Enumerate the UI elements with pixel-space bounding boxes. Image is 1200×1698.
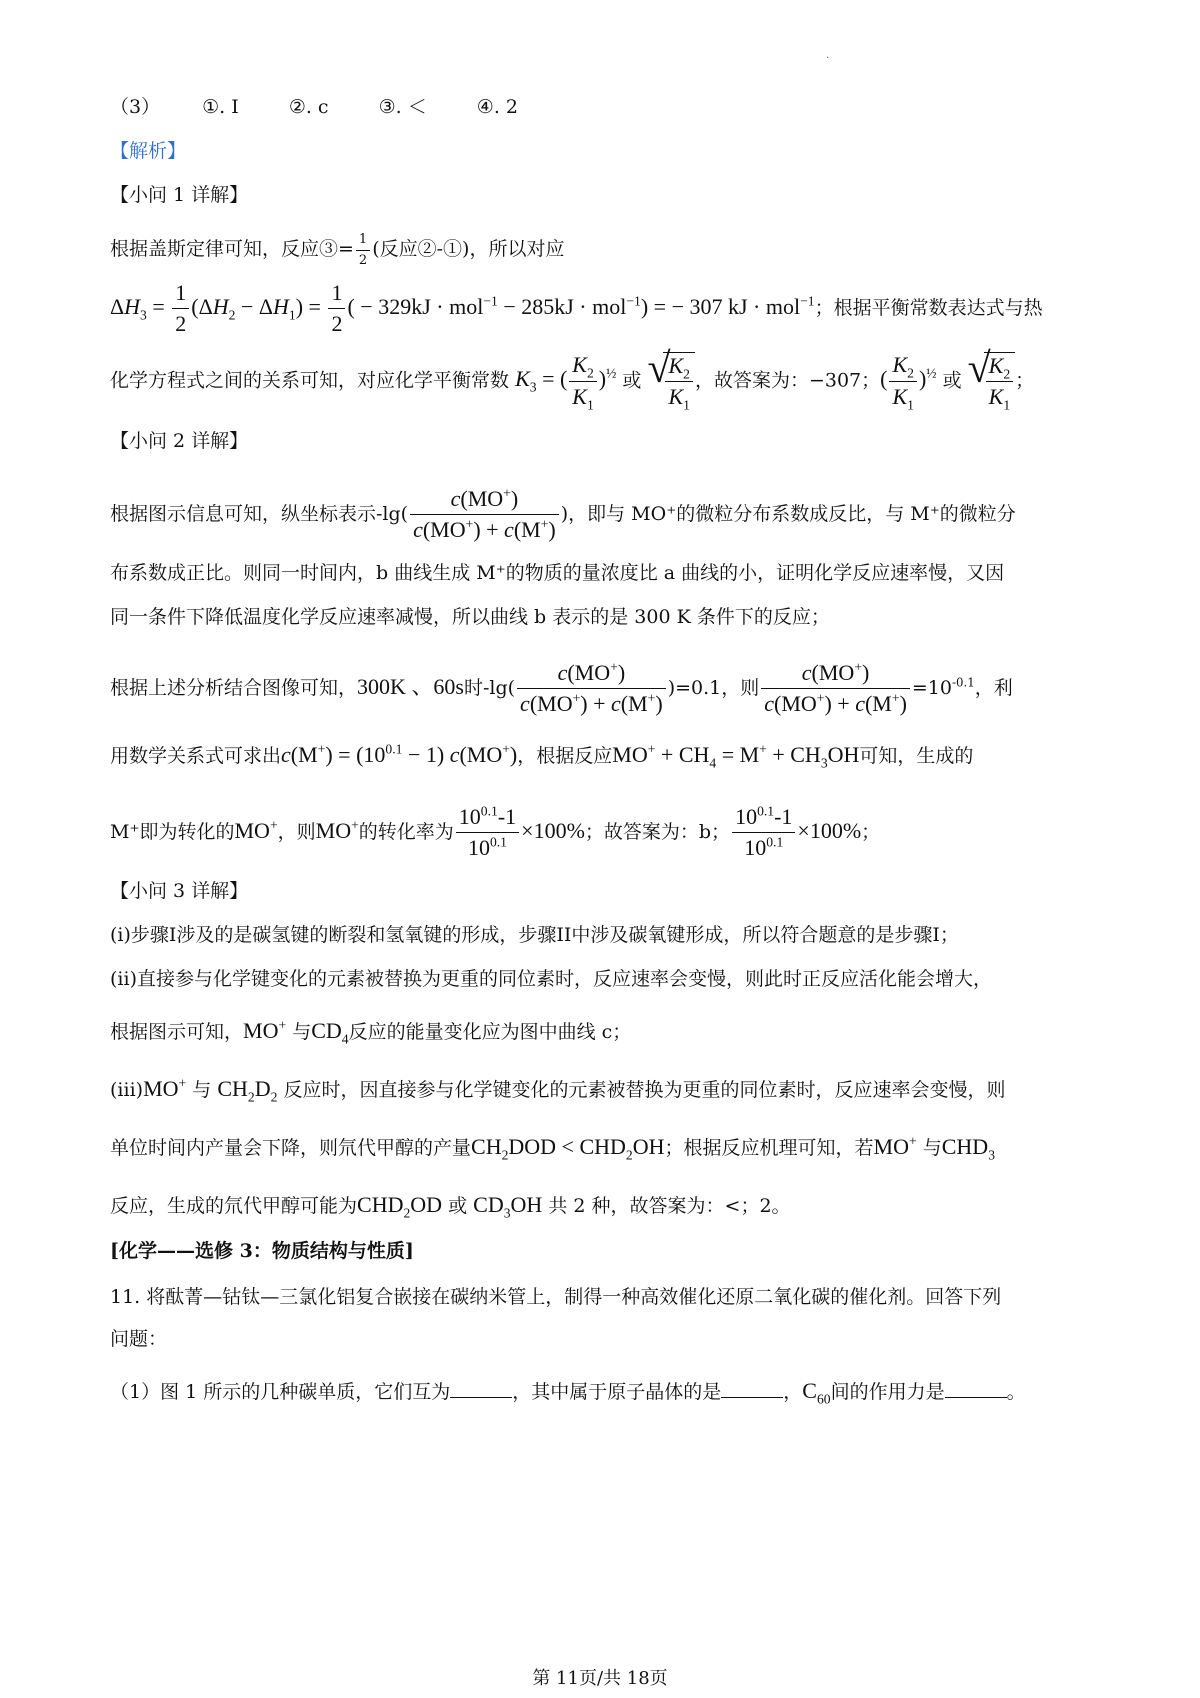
mo-fraction: $\frac{c(MO^+)}{c(MO^+) + c(M^+)}$ bbox=[410, 486, 559, 544]
q11-line-1: 11. 将酞菁—钴钛—三氯化铝复合嵌接在碳纳米管上，制得一种高效催化还原二氧化碳的催化剂。回答下列 bbox=[110, 1286, 1002, 1308]
q3-line-6: 反应，生成的氘代甲醇可能为$CHD_2OD$ 或 $CD_3OH$ 共 2 种，故答案为：<；2。 bbox=[110, 1192, 791, 1221]
q1-line-1: 根据盖斯定律可知，反应③= $\frac{1}{2}$ (反应②-①)，所以对应 bbox=[110, 232, 565, 268]
answer-blank-3[interactable] bbox=[945, 1379, 1007, 1398]
q2-heading: 【小问 2 详解】 bbox=[110, 430, 249, 452]
jiexi-label: 【解析】 bbox=[110, 140, 187, 162]
q2-line-3: 同一条件下降低温度化学反应速率减慢，所以曲线 b 表示的是 300 K 条件下的反应； bbox=[110, 606, 830, 628]
q2-line-1: 根据图示信息可知，纵坐标表示-lg( $\frac{c(MO^+)}{c(MO^+) + c(M^+)}$ )，即与 MO⁺的微粒分布系数成反比，与 M⁺的微粒分 bbox=[110, 485, 1016, 543]
answer-1: ①. I bbox=[202, 96, 239, 118]
k-ratio-power: ( $\frac{K_2}{K_1}$ )$^{\frac{1}{2}}$ bbox=[880, 352, 937, 413]
k3-expression: $K_3$ = ( $\frac{K_2}{K_1}$ )$^{\frac{1}{2}}$ bbox=[515, 352, 617, 413]
q1-heading: 【小问 1 详解】 bbox=[110, 184, 249, 206]
mo-fraction-2: $\frac{c(MO^+)}{c(MO^+) + c(M^+)}$ bbox=[517, 660, 666, 718]
sqrt-k2-over-k1: √ $\frac{K_2}{K_1}$ bbox=[647, 352, 695, 411]
q3-heading: 【小问 3 详解】 bbox=[110, 880, 249, 902]
m-plus-expression: $c(M^+) = (10^{0.1} - 1)$ c(MO+) bbox=[281, 741, 518, 767]
sqrt-k2-over-k1-answer: √ $\frac{K_2}{K_1}$ bbox=[968, 352, 1016, 411]
q3-line-2: (ii)直接参与化学键变化的元素被替换为更重的同位素时，反应速率会变慢，则此时正反应活化能会增大， bbox=[110, 968, 992, 990]
answer-blank-1[interactable] bbox=[450, 1379, 512, 1398]
q2-line-6: M⁺即为转化的MO+，则MO+的转化率为 $\frac{10^{0.1}-1}{10^{0.1}}$ ×100%；故答案为：b； $\frac{10^{0.1}-1}{10^{0.1}}$ ×100%； bbox=[110, 803, 881, 861]
conversion-fraction-answer: $\frac{10^{0.1}-1}{10^{0.1}}$ bbox=[732, 804, 795, 862]
answer-number: （3） bbox=[110, 96, 161, 118]
stray-dot: . bbox=[826, 50, 830, 61]
q2-line-5: 用数学关系式可求出$c(M^+) = (10^{0.1} - 1)$ c(MO+)，根据反应$MO^+ + CH_4 = M^+ + CH_3OH$可知，生成的 bbox=[110, 741, 974, 771]
answer-blank-2[interactable] bbox=[721, 1379, 783, 1398]
enthalpy-equation: $\Delta H_3$ = $\frac{1}{2}$ $(\Delta H_2 - \Delta H_1)$ = $\frac{1}{2}$ ( − 329kJ · mol$^{-1}$ − 285kJ · mol$^{-1}$) = − 307 kJ · mol$^{-1}$ bbox=[110, 280, 815, 337]
q3-line-4: (iii)MO+ 与 $CH_2D_2$ 反应时，因直接参与化学键变化的元素被替换为更重的同位素时，反应速率会变慢，则 bbox=[110, 1075, 1006, 1105]
q11-line-3: （1）图 1 所示的几种碳单质，它们互为 ，其中属于原子晶体的是 ，$C_{60}$间的作用力是 。 bbox=[110, 1378, 1026, 1407]
page-footer: 第 11页/共 18页 bbox=[532, 1668, 668, 1689]
reaction-equation: $MO^+ + CH_4 = M^+ + CH_3OH$ bbox=[612, 741, 860, 771]
conversion-fraction: $\frac{10^{0.1}-1}{10^{0.1}}$ bbox=[456, 804, 519, 862]
half-fraction: $\frac{1}{2}$ bbox=[356, 232, 370, 268]
q3-line-3: 根据图示可知，MO+ 与$CD_4$反应的能量变化应为图中曲线 c； bbox=[110, 1017, 632, 1047]
q3-line-5: 单位时间内产量会下降，则氘代甲醇的产量$CH_2DOD < CHD_2OH$；根据反应机理可知，若MO+ 与$CHD_3$ bbox=[110, 1133, 995, 1163]
q3-line-1: (i)步骤I涉及的是碳氢键的断裂和氢氧键的形成，步骤II中涉及碳氧键形成，所以符合题意的是步骤I； bbox=[110, 924, 959, 946]
q11-line-2: 问题： bbox=[110, 1328, 168, 1350]
answer-line bbox=[110, 96, 1104, 119]
q2-line-2: 布系数成正比。则同一时间内，b 曲线生成 M⁺的物质的量浓度比 a 曲线的小，证明化学反应速率慢，又因 bbox=[110, 562, 1005, 584]
q2-line-4: 根据上述分析结合图像可知，300K 、60s时-lg( $\frac{c(MO^+)}{c(MO^+) + c(M^+)}$ )=0.1，则 $\frac{c(MO^+)}{c(MO^+) + c(M^+)}$ $=10^{-0.1}$，利 bbox=[110, 659, 1013, 717]
answer-4: ④. 2 bbox=[476, 96, 518, 118]
section-title: [化学——选修 3：物质结构与性质] bbox=[110, 1240, 414, 1262]
q1-line-3: 化学方程式之间的关系可知，对应化学平衡常数 $K_3$ = ( $\frac{K_2}{K_1}$ )$^{\frac{1}{2}}$ 或 √ $\frac{K_2}{K_1}$ ，故答案为：−307；( $\frac{K_2}{K_1}$ )$^{\frac{1}{2}}$ 或 √ $\frac{K_2}{K_1}$ ； bbox=[110, 346, 1035, 413]
answer-3: ③. ＜ bbox=[378, 96, 427, 118]
answer-2: ②. c bbox=[288, 96, 329, 118]
mo-fraction-3: $\frac{c(MO^+)}{c(MO^+) + c(M^+)}$ bbox=[761, 660, 910, 718]
q1-equation-line: $\Delta H_3$ = $\frac{1}{2}$ $(\Delta H_2 - \Delta H_1)$ = $\frac{1}{2}$ ( − 329kJ · mol$^{-1}$ − 285kJ · mol$^{-1}$) = − 307 kJ · mol$^{-1}$；根据平衡常数表达式与热 bbox=[110, 280, 1043, 337]
